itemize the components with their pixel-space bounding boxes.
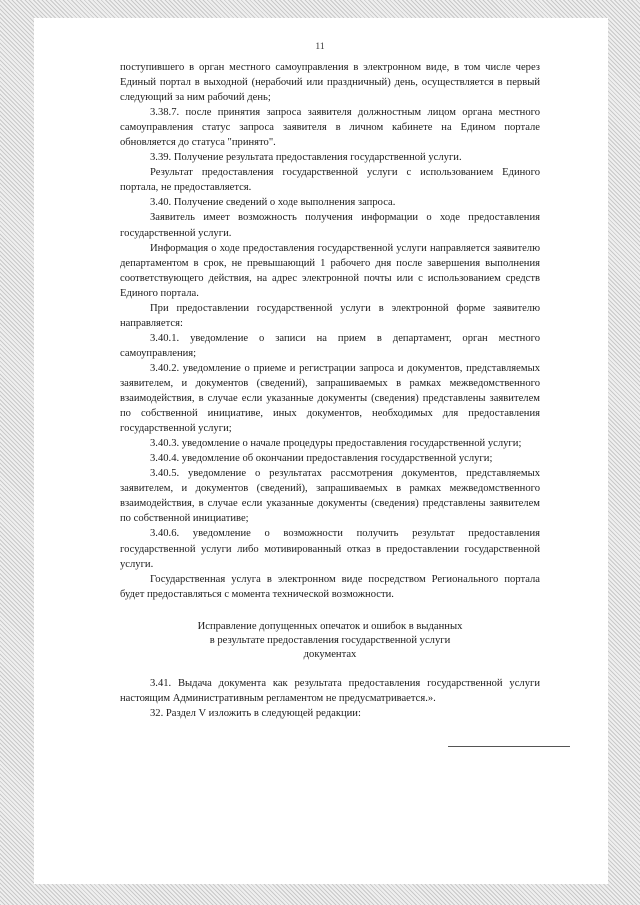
section-heading-line-1: Исправление допущенных опечаток и ошибок в выданных — [197, 620, 463, 632]
paragraph: 3.40.6. уведомление о возможности получить результат предоставления государственной услуги либо мотивированный отказ в предоставлении государственной услуги. — [120, 528, 540, 570]
paragraph: 3.40.2. уведомление о приеме и регистрации запроса и документов, представляемых заявителем, и документов (сведений), запрашиваемых в рамках межведомственного взаимодействия, в случае если указанные документы (сведения) представлены заявителем по собственной инициативе, иных документов, необходимых для предоставления государственной услуги; — [120, 362, 540, 435]
section-heading — [120, 620, 540, 662]
paragraph: 3.40.3. уведомление о начале процедуры предоставления государственной услуги; — [150, 438, 522, 450]
paragraph: 3.40.5. уведомление о результатах рассмотрения документов, представляемых заявителем, и документов (сведений), запрашиваемых в рамках межведомственного взаимодействия, в случае если указанные документы (сведения) представлены заявителем по собственной инициативе; — [120, 468, 540, 525]
paragraph-group-b — [120, 676, 540, 721]
paragraph: 3.39. Получение результата предоставления государственной услуги. — [150, 152, 462, 164]
paragraph: Государственная услуга в электронном виде посредством Регионального портала будет предоставляться с момента технической возможности. — [120, 573, 540, 600]
paragraph-group-a — [120, 60, 540, 602]
paragraph: Результат предоставления государственной услуги с использованием Единого портала, не предоставляется. — [120, 167, 540, 194]
paragraph: 3.40.1. уведомление о записи на прием в департамент, орган местного самоуправления; — [120, 332, 540, 359]
paragraph: 3.40. Получение сведений о ходе выполнения запроса. — [150, 197, 396, 209]
paragraph: Заявитель имеет возможность получения информации о ходе предоставления государственной услуги. — [120, 212, 540, 239]
page-number: 11 — [315, 42, 325, 52]
paragraph: 3.40.4. уведомление об окончании предоставления государственной услуги; — [150, 453, 493, 465]
closing-rule — [448, 746, 570, 747]
paragraph: При предоставлении государственной услуги в электронной форме заявителю направляется: — [120, 302, 540, 329]
paragraph: поступившего в орган местного самоуправления в электронном виде, в том числе через Единый портал в выходной (нерабочий или праздничный) день, осуществляется в первый следующий за ним рабочий день; — [120, 62, 540, 104]
document-body — [120, 60, 540, 721]
paragraph: Информация о ходе предоставления государственной услуги направляется заявителю департаментом в срок, не превышающий 1 рабочего дня после завершения выполнения соответствующего действия, на адрес электронной почты или с использованием средств Единого портала. — [120, 242, 540, 299]
paragraph: 3.38.7. после принятия запроса заявителя должностным лицом органа местного самоуправления статус запроса заявителя в личном кабинете на Едином портале обновляется до статуса "принято". — [120, 107, 540, 149]
paragraph: 32. Раздел V изложить в следующей редакции: — [150, 707, 361, 719]
paragraph: 3.41. Выдача документа как результата предоставления государственной услуги настоящим Административным регламентом не предусматривается.». — [120, 677, 540, 704]
section-heading-line-3: документах — [303, 648, 357, 660]
section-heading-line-2: в результате предоставления государственной услуги — [209, 634, 451, 646]
